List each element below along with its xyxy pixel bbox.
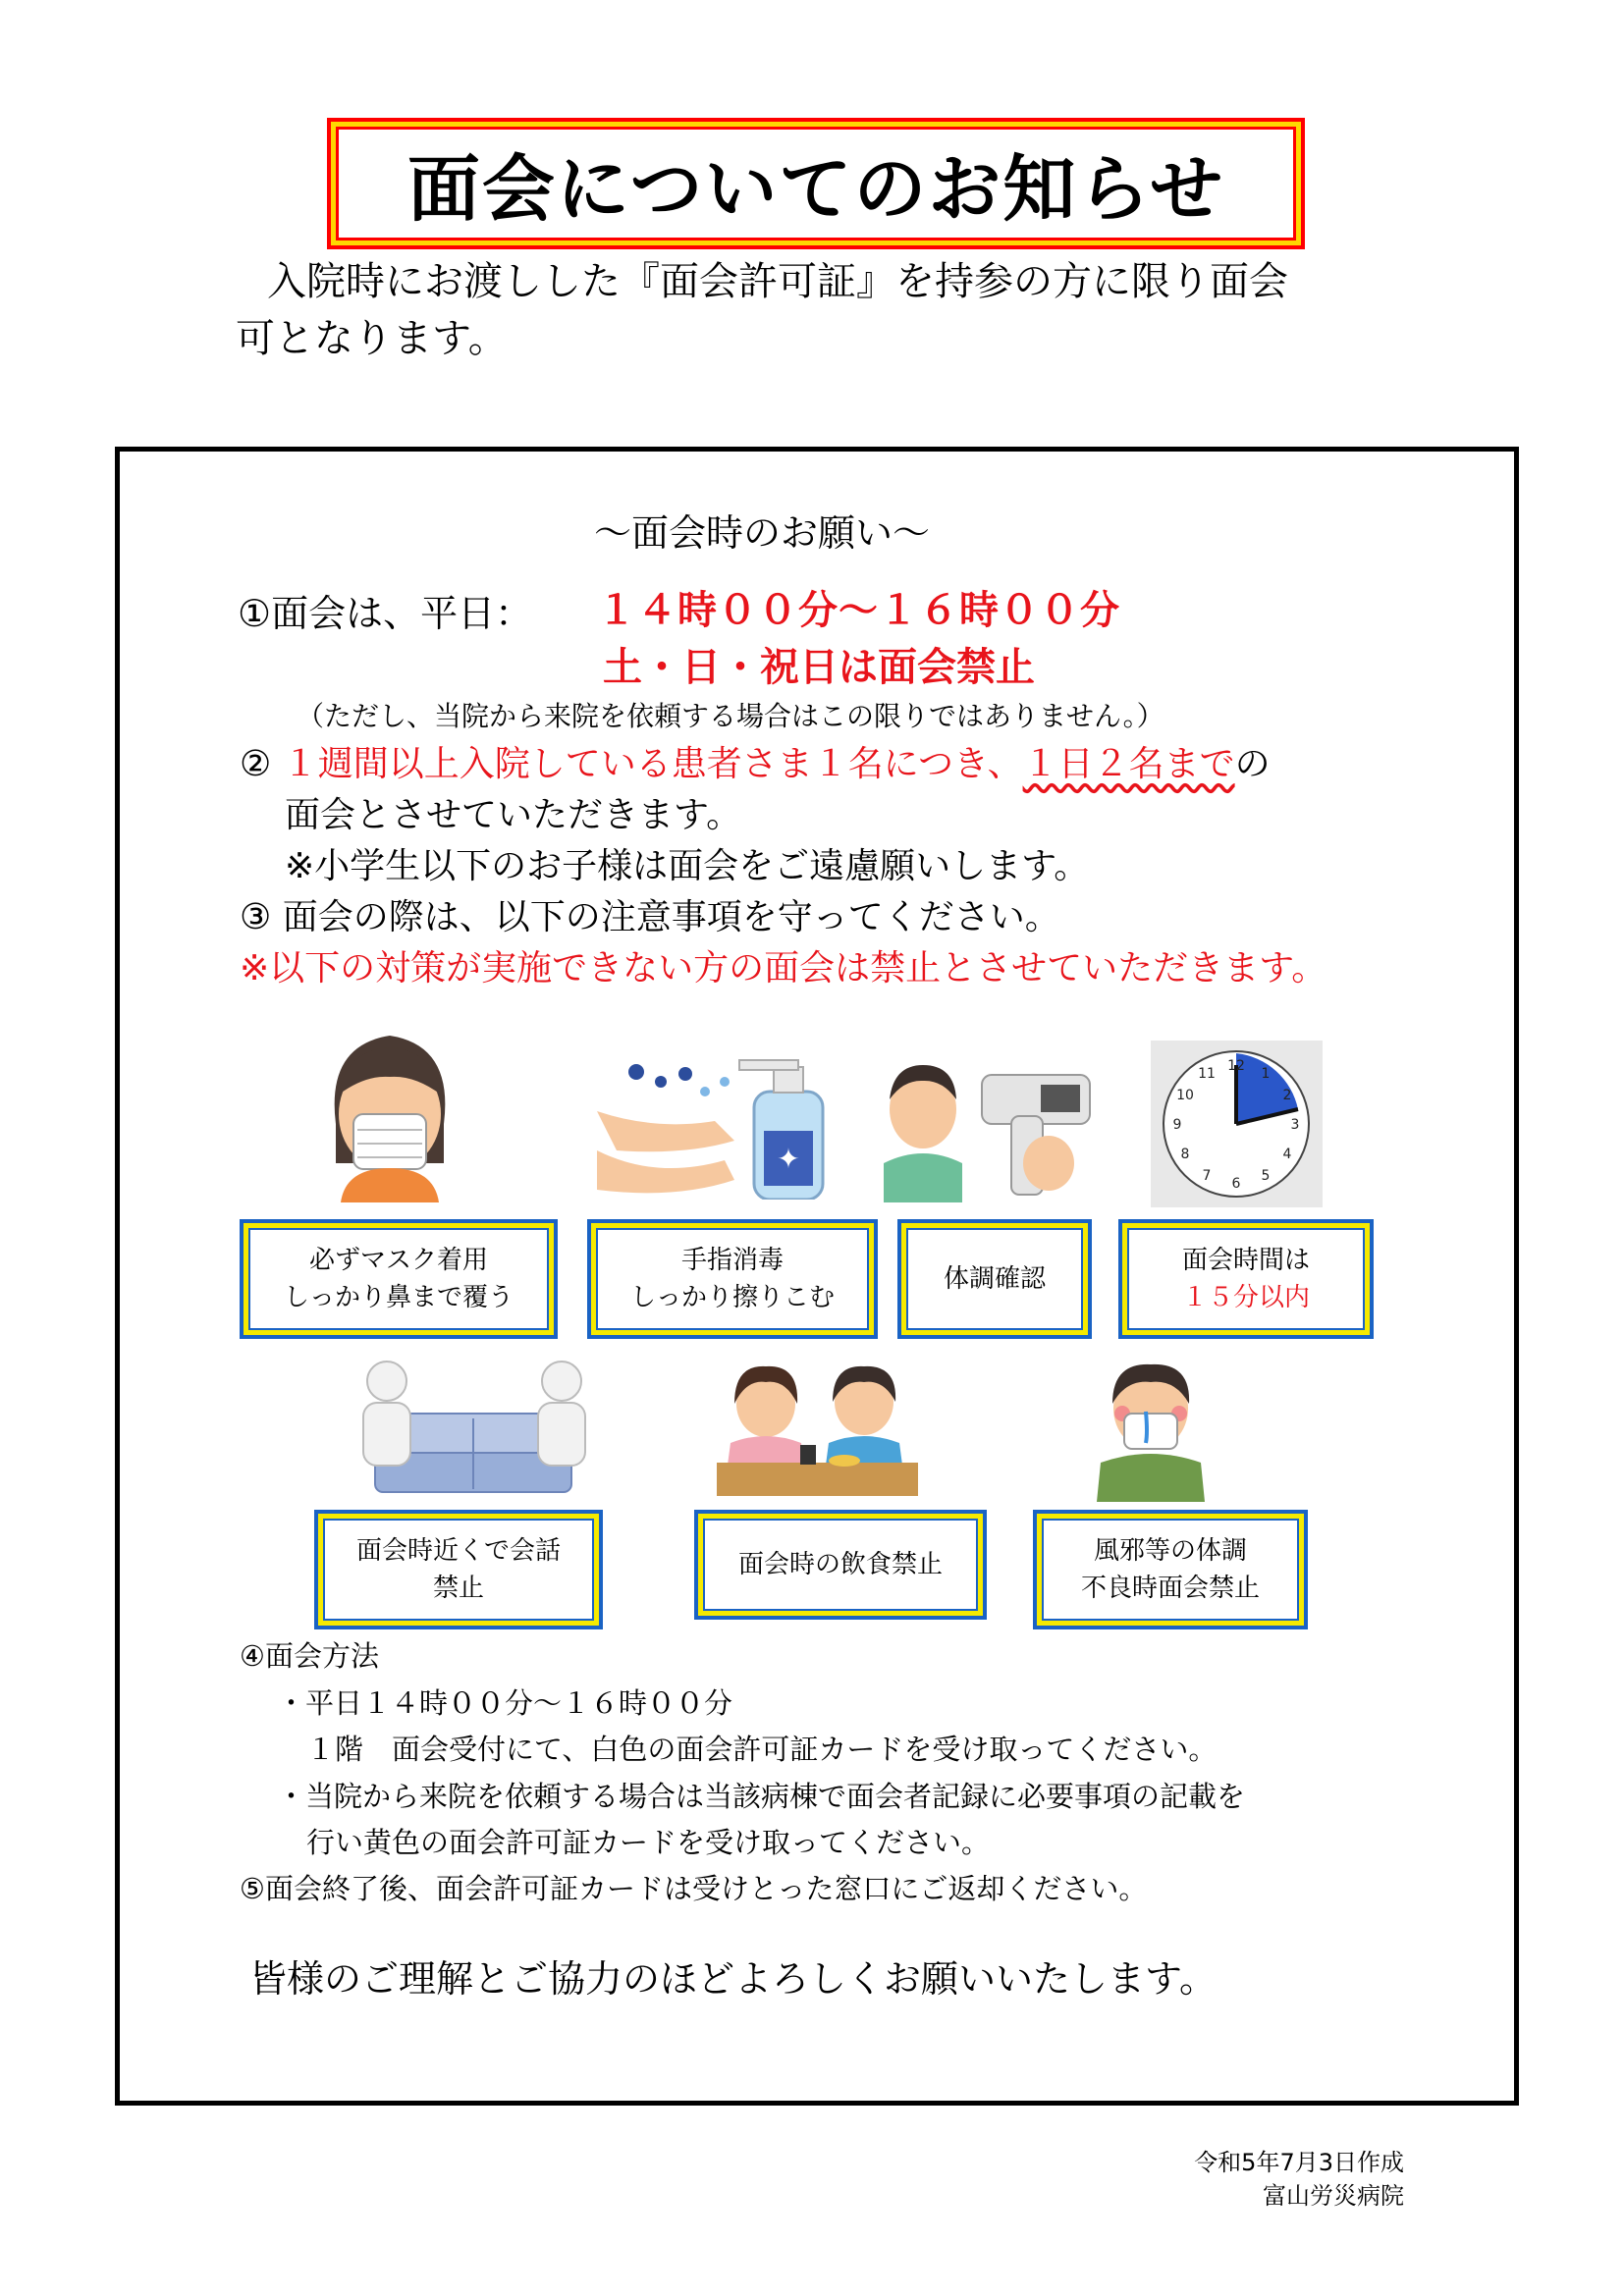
clock-number: 7	[1202, 1168, 1212, 1184]
item2-line-3: ※小学生以下のお子様は面会をご遠慮願いします。	[285, 846, 1090, 886]
clock-number: 2	[1282, 1088, 1292, 1103]
method-heading: ④面会方法	[240, 1639, 379, 1673]
clock-number: 3	[1290, 1117, 1300, 1133]
sick-person-icon	[1077, 1355, 1224, 1502]
clock-number: 8	[1180, 1147, 1190, 1162]
clock-number: 1	[1261, 1066, 1271, 1082]
seating-icon	[346, 1360, 603, 1507]
method-bullet-2-detail: 行い黄色の面会許可証カードを受け取ってください。	[306, 1826, 991, 1859]
item3-warning: ※以下の対策が実施できない方の面会は禁止とさせていただきます。	[240, 948, 1327, 988]
eating-icon	[717, 1355, 918, 1502]
clock-number: 4	[1282, 1147, 1292, 1162]
method-bullet-2: ・当院から来院を依頼する場合は当該病棟で面会者記録に必要事項の記載を	[277, 1780, 1246, 1813]
footer-date: 令和5年7月3日作成	[1194, 2149, 1404, 2176]
item1-note: （ただし、当院から来院を依頼する場合はこの限りではありません。）	[297, 700, 1164, 732]
page-title: 面会についてのお知らせ	[406, 147, 1225, 232]
item2-line-2: 面会とさせていただきます。	[285, 795, 742, 835]
mask-icon	[306, 1016, 473, 1202]
item1-hours: １４時００分～１６時００分	[597, 588, 1120, 633]
precaution-hand-disinfect: 手指消毒 しっかり擦りこむ	[587, 1219, 878, 1339]
clock-number: 6	[1231, 1176, 1241, 1192]
footer	[1194, 2146, 1404, 2213]
precaution-sick-no-visit: 風邪等の体調 不良時面会禁止	[1033, 1510, 1308, 1629]
svg-text:✦: ✦	[777, 1143, 800, 1175]
title-banner	[327, 118, 1305, 249]
footer-hospital: 富山労災病院	[1263, 2182, 1404, 2210]
section-heading: ～面会時のお願い～	[594, 511, 931, 555]
item3-line-1: ③ 面会の際は、以下の注意事項を守ってください。	[240, 897, 1060, 937]
method-item-5: ⑤面会終了後、面会許可証カードは受けとった窓口にご返却ください。	[240, 1872, 1148, 1905]
precaution-no-talking: 面会時近くで会話 禁止	[314, 1510, 603, 1629]
precaution-mask: 必ずマスク着用 しっかり鼻まで覆う	[240, 1219, 558, 1339]
intro-line-2: 可となります。	[236, 316, 508, 361]
intro-paragraph	[236, 253, 1414, 367]
closing-message: 皆様のご理解とご協力のほどよろしくお願いいたします。	[249, 1957, 1217, 2001]
clock-number: 9	[1172, 1117, 1182, 1133]
clock-icon	[1151, 1041, 1323, 1207]
precaution-no-eating: 面会時の飲食禁止	[694, 1510, 987, 1620]
hand-sanitizer-icon	[597, 1052, 833, 1200]
item1-closed: 土・日・祝日は面会禁止	[603, 645, 1035, 690]
item1-label: ①面会は、平日：	[238, 592, 533, 635]
method-bullet-1-detail: １階 面会受付にて、白色の面会許可証カードを受け取ってください。	[306, 1733, 1218, 1766]
thermometer-icon	[874, 1055, 1100, 1202]
clock-number: 10	[1176, 1088, 1194, 1103]
precaution-health-check: 体調確認	[897, 1219, 1092, 1339]
item2-line-1: ② １週間以上入院している患者さま１名につき、１日２名までの	[240, 744, 1271, 784]
clock-number: 5	[1261, 1168, 1271, 1184]
clock-number: 12	[1227, 1058, 1245, 1074]
precaution-time-limit: 面会時間は １５分以内	[1118, 1219, 1374, 1339]
method-bullet-1: ・平日１４時００分～１６時００分	[277, 1686, 733, 1720]
intro-line-1: 入院時にお渡しした『面会許可証』を持参の方に限り面会	[267, 259, 1288, 304]
request-frame	[115, 447, 1519, 2106]
clock-number: 11	[1198, 1066, 1216, 1082]
